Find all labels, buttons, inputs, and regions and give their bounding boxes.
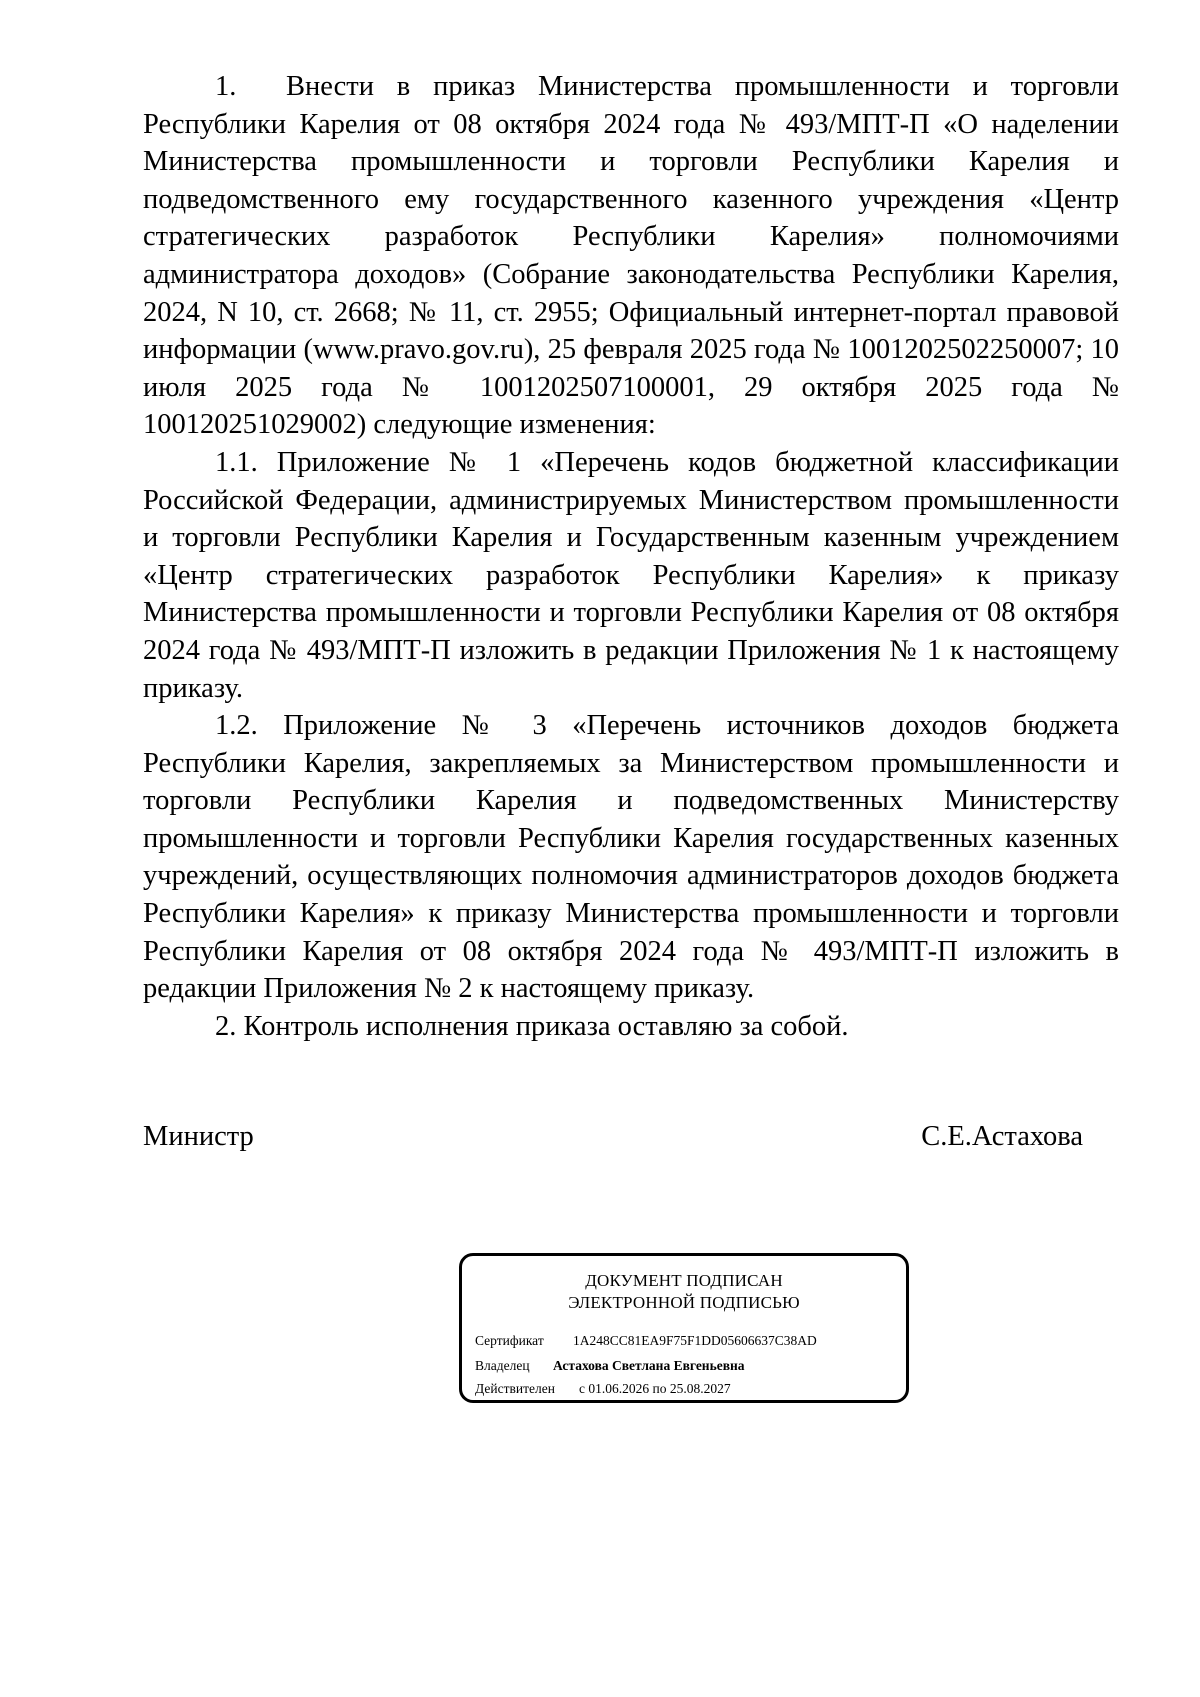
valid-value: с 01.06.2026 по 25.08.2027 [579,1381,731,1396]
stamp-title-line2: ЭЛЕКТРОННОЙ ПОДПИСЬЮ [568,1293,800,1312]
paragraph-text: Внести в приказ Министерства промышленности и торговли Республики Карелия от 08 октября 2024 года № 493/МПТ-П «О наделении Министерства промышленности и торговли Республики Карелия и подведомственного ему государственного казенного учреждения «Центр стратегических разработок Республики Карелия» полномочиями администратора доходов» (Собрание законодательства Республики Карелия, 2024, N 10, ст. 2668; № 11, ст. 2955; Официальный интернет-портал правовой информации (www.pravo.gov.ru), 25 февраля 2025 года № 1001202502250007; 10 июля 2025 года № 1001202507100001, 29 октября 2025 года № 100120251029002) следующие изменения: [143,71,1119,441]
stamp-certificate-row [475,1332,817,1350]
signer-name: С.Е.Астахова [921,1121,1083,1152]
electronic-signature-stamp [459,1253,909,1403]
owner-value: Астахова Светлана Евгеньевна [553,1358,745,1373]
paragraph-text: 2. Контроль исполнения приказа оставляю за собой. [215,1010,849,1042]
paragraph-1 [143,68,1119,444]
document-body [143,68,1119,1045]
stamp-title [462,1270,906,1314]
signer-position: Министр [143,1121,254,1152]
paragraph-1-1 [143,444,1119,707]
certificate-label: Сертификат [475,1333,544,1348]
paragraph-number: 1. [215,71,237,102]
certificate-value: 1A248CC81EA9F75F1DD05606637C38AD [573,1333,817,1348]
paragraph-text: 1.1. Приложение № 1 «Перечень кодов бюджетной классификации Российской Федерации, администрируемых Министерством промышленности и торговли Республики Карелия и Государственным казенным учреждением «Центр стратегических разработок Республики Карелия» к приказу Министерства промышленности и торговли Республики Карелия от 08 октября 2024 года № 493/МПТ-П изложить в редакции Приложения № 1 к настоящему приказу. [143,446,1119,704]
owner-label: Владелец [475,1358,530,1373]
paragraph-1-2 [143,707,1119,1008]
stamp-validity-row [475,1380,731,1398]
paragraph-text: 1.2. Приложение № 3 «Перечень источников доходов бюджета Республики Карелия, закрепляемых за Министерством промышленности и торговли Республики Карелия и подведомственных Министерству промышленности и торговли Республики Карелия государственных казенных учреждений, осуществляющих полномочия администраторов доходов бюджета Республики Карелия» к приказу Министерства промышленности и торговли Республики Карелия от 08 октября 2024 года № 493/МПТ-П изложить в редакции Приложения № 2 к настоящему приказу. [143,710,1119,1005]
paragraph-2 [143,1008,1119,1046]
stamp-owner-row [475,1357,745,1375]
stamp-title-line1: ДОКУМЕНТ ПОДПИСАН [585,1271,783,1290]
valid-label: Действителен [475,1381,555,1396]
